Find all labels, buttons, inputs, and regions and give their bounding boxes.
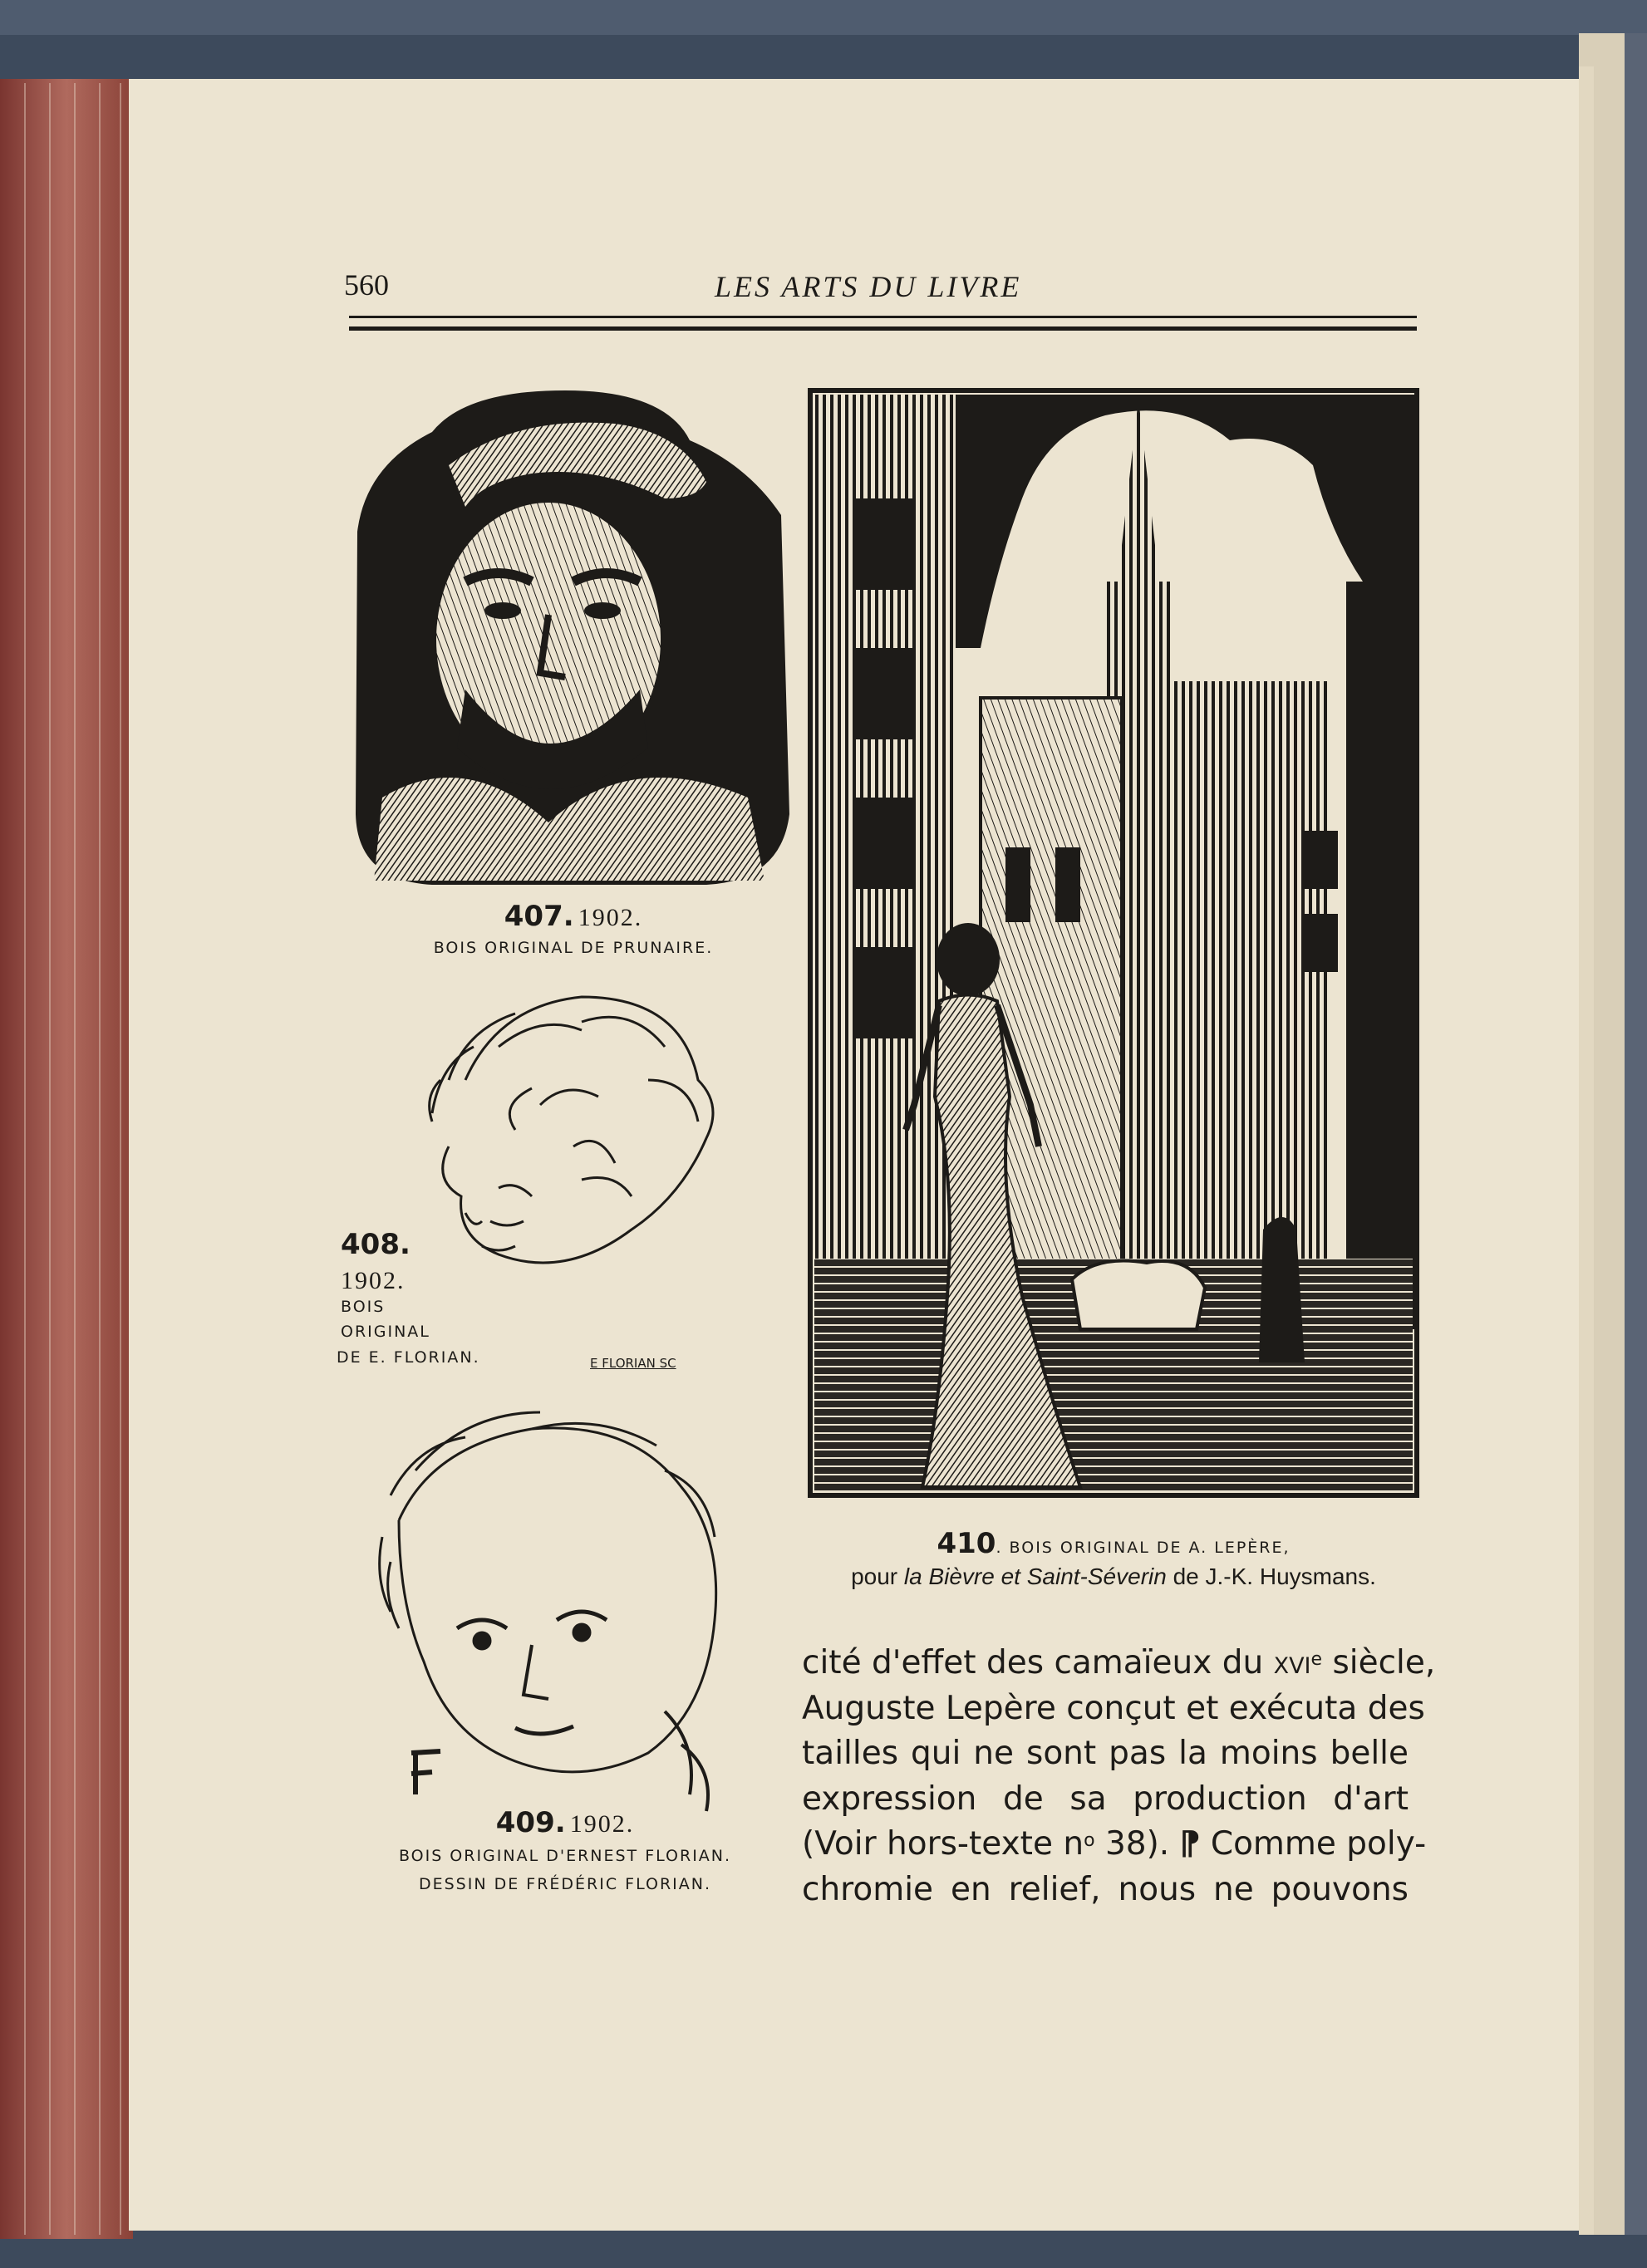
body-line-5: [802, 1822, 1427, 1868]
figure-409-year: 1902.: [569, 1810, 635, 1838]
figure-408-credit-line3: DE E. FLORIAN.: [337, 1348, 480, 1367]
figure-410-book-title: la Bièvre et Saint-Séverin: [903, 1564, 1167, 1589]
body-line-1-end: siècle,: [1322, 1644, 1436, 1681]
paragraph-mark-icon: ⁋: [1179, 1825, 1201, 1863]
page-number: 560: [344, 268, 389, 302]
figure-410-pour: pour: [851, 1564, 904, 1589]
century-superscript: e: [1310, 1649, 1323, 1670]
figure-408-credit-line2: ORIGINAL: [341, 1323, 430, 1341]
figure-408-number: 408.: [341, 1228, 411, 1261]
body-line-5-end: Comme poly-: [1200, 1825, 1427, 1863]
figure-407-number: 407.: [504, 900, 574, 933]
figure-408-signature: E FLORIAN SC: [590, 1356, 676, 1371]
body-line-1-text: cité d'effet des camaïeux du: [802, 1644, 1274, 1681]
figure-407-credit: BOIS ORIGINAL DE PRUNAIRE.: [433, 939, 714, 957]
body-line-6: chromie en relief, nous ne pouvons: [802, 1870, 1409, 1908]
figure-410-caption-line2: [798, 1564, 1429, 1590]
figure-409-credit-line1: BOIS ORIGINAL D'ERNEST FLORIAN.: [398, 1847, 732, 1865]
figure-409-credit-line2: DESSIN DE FRÉDÉRIC FLORIAN.: [418, 1875, 712, 1893]
body-line-4: expression de sa production d'art: [802, 1780, 1409, 1818]
figure-407-year: 1902.: [578, 904, 643, 931]
running-head: LES ARTS DU LIVRE: [715, 270, 1022, 303]
body-line-5-text: (Voir hors-texte n: [802, 1825, 1084, 1863]
body-line-3: tailles qui ne sont pas la moins belle: [802, 1735, 1409, 1772]
figure-407-portrait-illustration: [356, 390, 789, 885]
century-numeral: xvi: [1273, 1644, 1311, 1681]
body-line-5-ref: 38).: [1094, 1825, 1180, 1863]
figure-410-number: 410: [937, 1527, 996, 1560]
figure-410-street-scene-illustration: [810, 390, 1417, 1495]
numero-superscript: o: [1084, 1830, 1095, 1851]
figure-409-caption: [349, 1806, 781, 1839]
figure-408-year: 1902.: [341, 1267, 406, 1294]
body-line-1: [802, 1641, 1436, 1686]
figure-410-author: de J.-K. Huysmans.: [1166, 1564, 1376, 1589]
body-paragraph: [802, 1641, 1436, 1912]
figure-409-number: 409.: [495, 1806, 566, 1839]
figure-410-caption-line1: [806, 1527, 1421, 1560]
body-line-2: Auguste Lepère conçut et exécuta des: [802, 1689, 1425, 1727]
figure-410-credit: . BOIS ORIGINAL DE A. LEPÈRE,: [996, 1539, 1291, 1557]
figure-408-credit-line1: BOIS: [341, 1298, 386, 1316]
figure-407-caption: [366, 900, 781, 933]
